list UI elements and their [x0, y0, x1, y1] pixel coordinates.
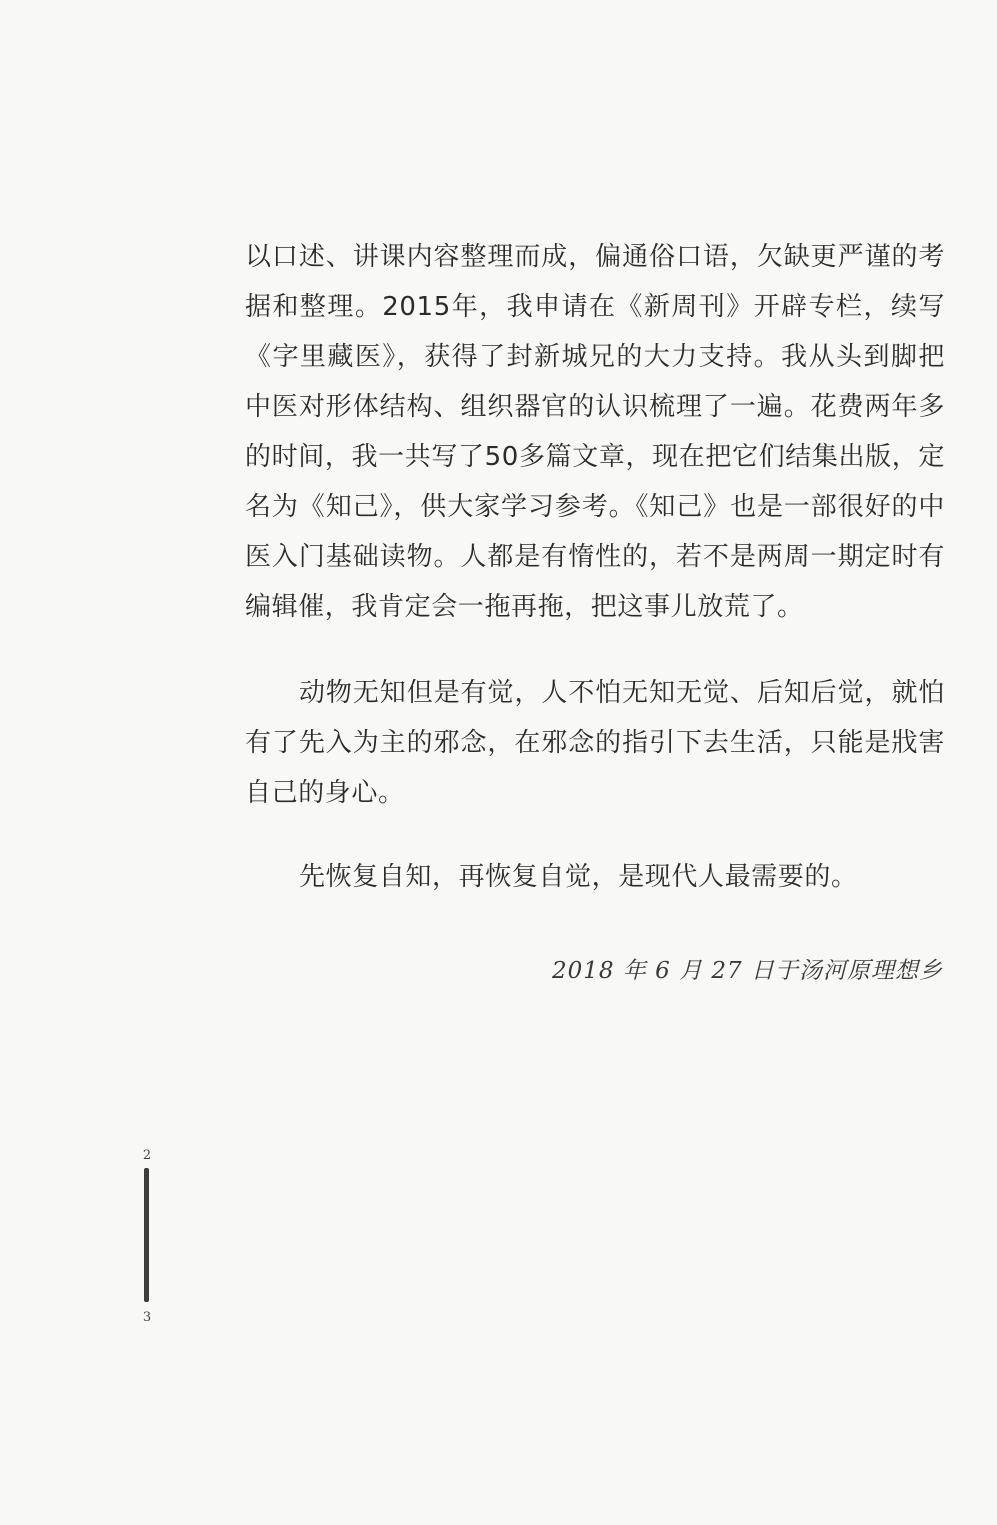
- paragraph-1: 以口述、讲课内容整理而成，偏通俗口语，欠缺更严谨的考据和整理。2015年，我申请在《新周刊》开辟专栏，续写《字里藏医》，获得了封新城兄的大力支持。我从头到脚把中医对形体结构、组织器官的认识梳理了一遍。花费两年多的时间，我一共写了50多篇文章，现在把它们结集出版，定名为《知己》，供大家学习参考。《知己》也是一部很好的中医入门基础读物。人都是有惰性的，若不是两周一期定时有编辑催，我肯定会一拖再拖，把这事儿放荒了。: [245, 242, 945, 622]
- body-text: [245, 232, 945, 902]
- paragraph-spacer: [245, 632, 945, 668]
- paragraph-2: 动物无知但是有觉，人不怕无知无觉、后知后觉，就怕有了先入为主的邪念，在邪念的指引下去生活，只能是戕害自己的身心。: [245, 678, 945, 808]
- paragraph-spacer: [245, 818, 945, 852]
- page-number-right: 3: [142, 1310, 152, 1325]
- folio-divider-bar: [144, 1168, 149, 1302]
- paragraph-3: 先恢复自知，再恢复自觉，是现代人最需要的。: [299, 862, 858, 892]
- date-signature: 2018 年 6 月 27 日于汤河原理想乡: [552, 958, 943, 984]
- page-number-left: 2: [142, 1148, 152, 1163]
